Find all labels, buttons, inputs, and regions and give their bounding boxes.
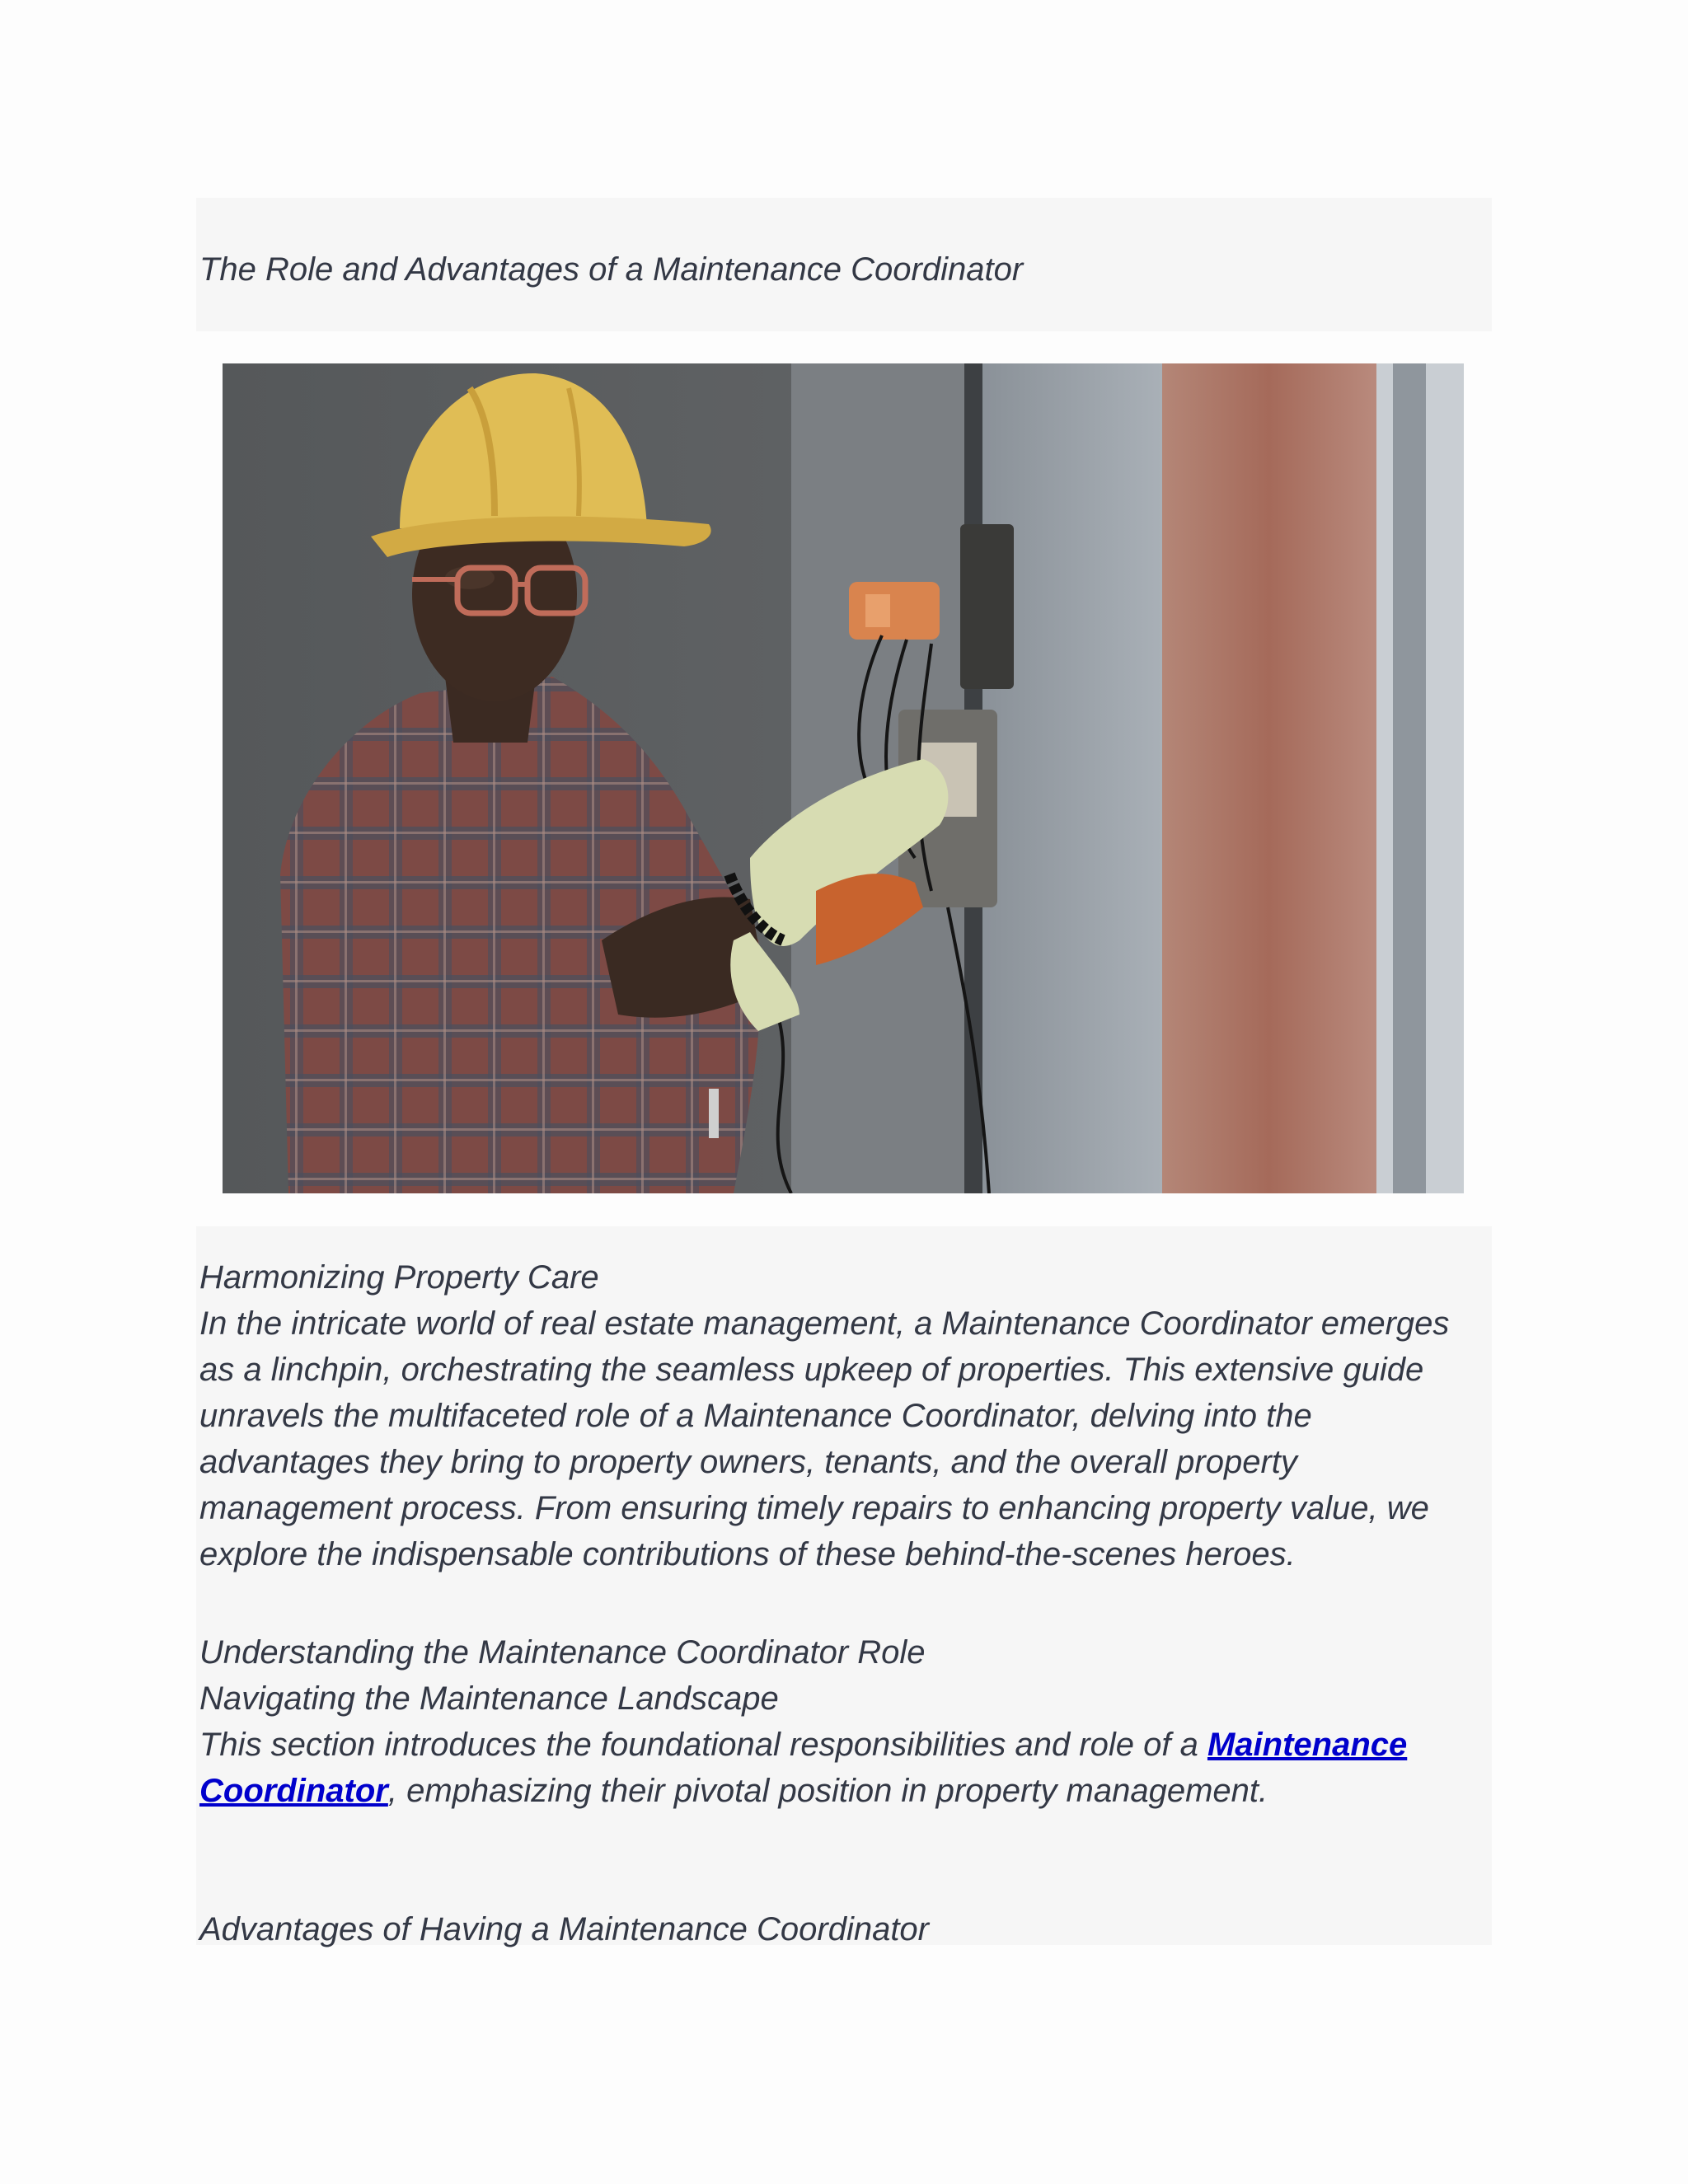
article-body bbox=[199, 1254, 1485, 1952]
section-heading-advantages: Advantages of Having a Maintenance Coordinator bbox=[199, 1911, 929, 1947]
section-text-before-link: This section introduces the foundational responsibilities and role of a bbox=[199, 1727, 1207, 1763]
article-body-block bbox=[196, 1226, 1492, 1945]
section-heading-role: Understanding the Maintenance Coordinator Role bbox=[199, 1634, 926, 1671]
section-paragraph-role bbox=[199, 1722, 1485, 1814]
title-block bbox=[196, 198, 1492, 331]
intro-heading: Harmonizing Property Care bbox=[199, 1259, 599, 1296]
intro-paragraph: In the intricate world of real estate management, a Maintenance Coordinator emerges as a linchpin, orchestrating the seamless upkeep of properties. This extensive guide unravels the multifaceted role of a Maintenance Coordinator, delving into the advantages they bring to property owners, tenants, and the overall property management process. From ensuring timely repairs to enhancing property value, we explore the indispensable contributions of these behind-the-scenes heroes. bbox=[199, 1305, 1450, 1572]
maintenance-coordinator-link[interactable]: Maintenance Coordinator bbox=[199, 1727, 1408, 1809]
hero-photo-electrician bbox=[223, 363, 1464, 1193]
section-subheading-landscape: Navigating the Maintenance Landscape bbox=[199, 1680, 779, 1717]
section-spacer bbox=[199, 1814, 1485, 1906]
paragraph-spacer bbox=[199, 1577, 1485, 1629]
section-text-after-link: , emphasizing their pivotal position in property management. bbox=[387, 1773, 1268, 1809]
document-title: The Role and Advantages of a Maintenance Coordinator bbox=[199, 251, 1024, 288]
